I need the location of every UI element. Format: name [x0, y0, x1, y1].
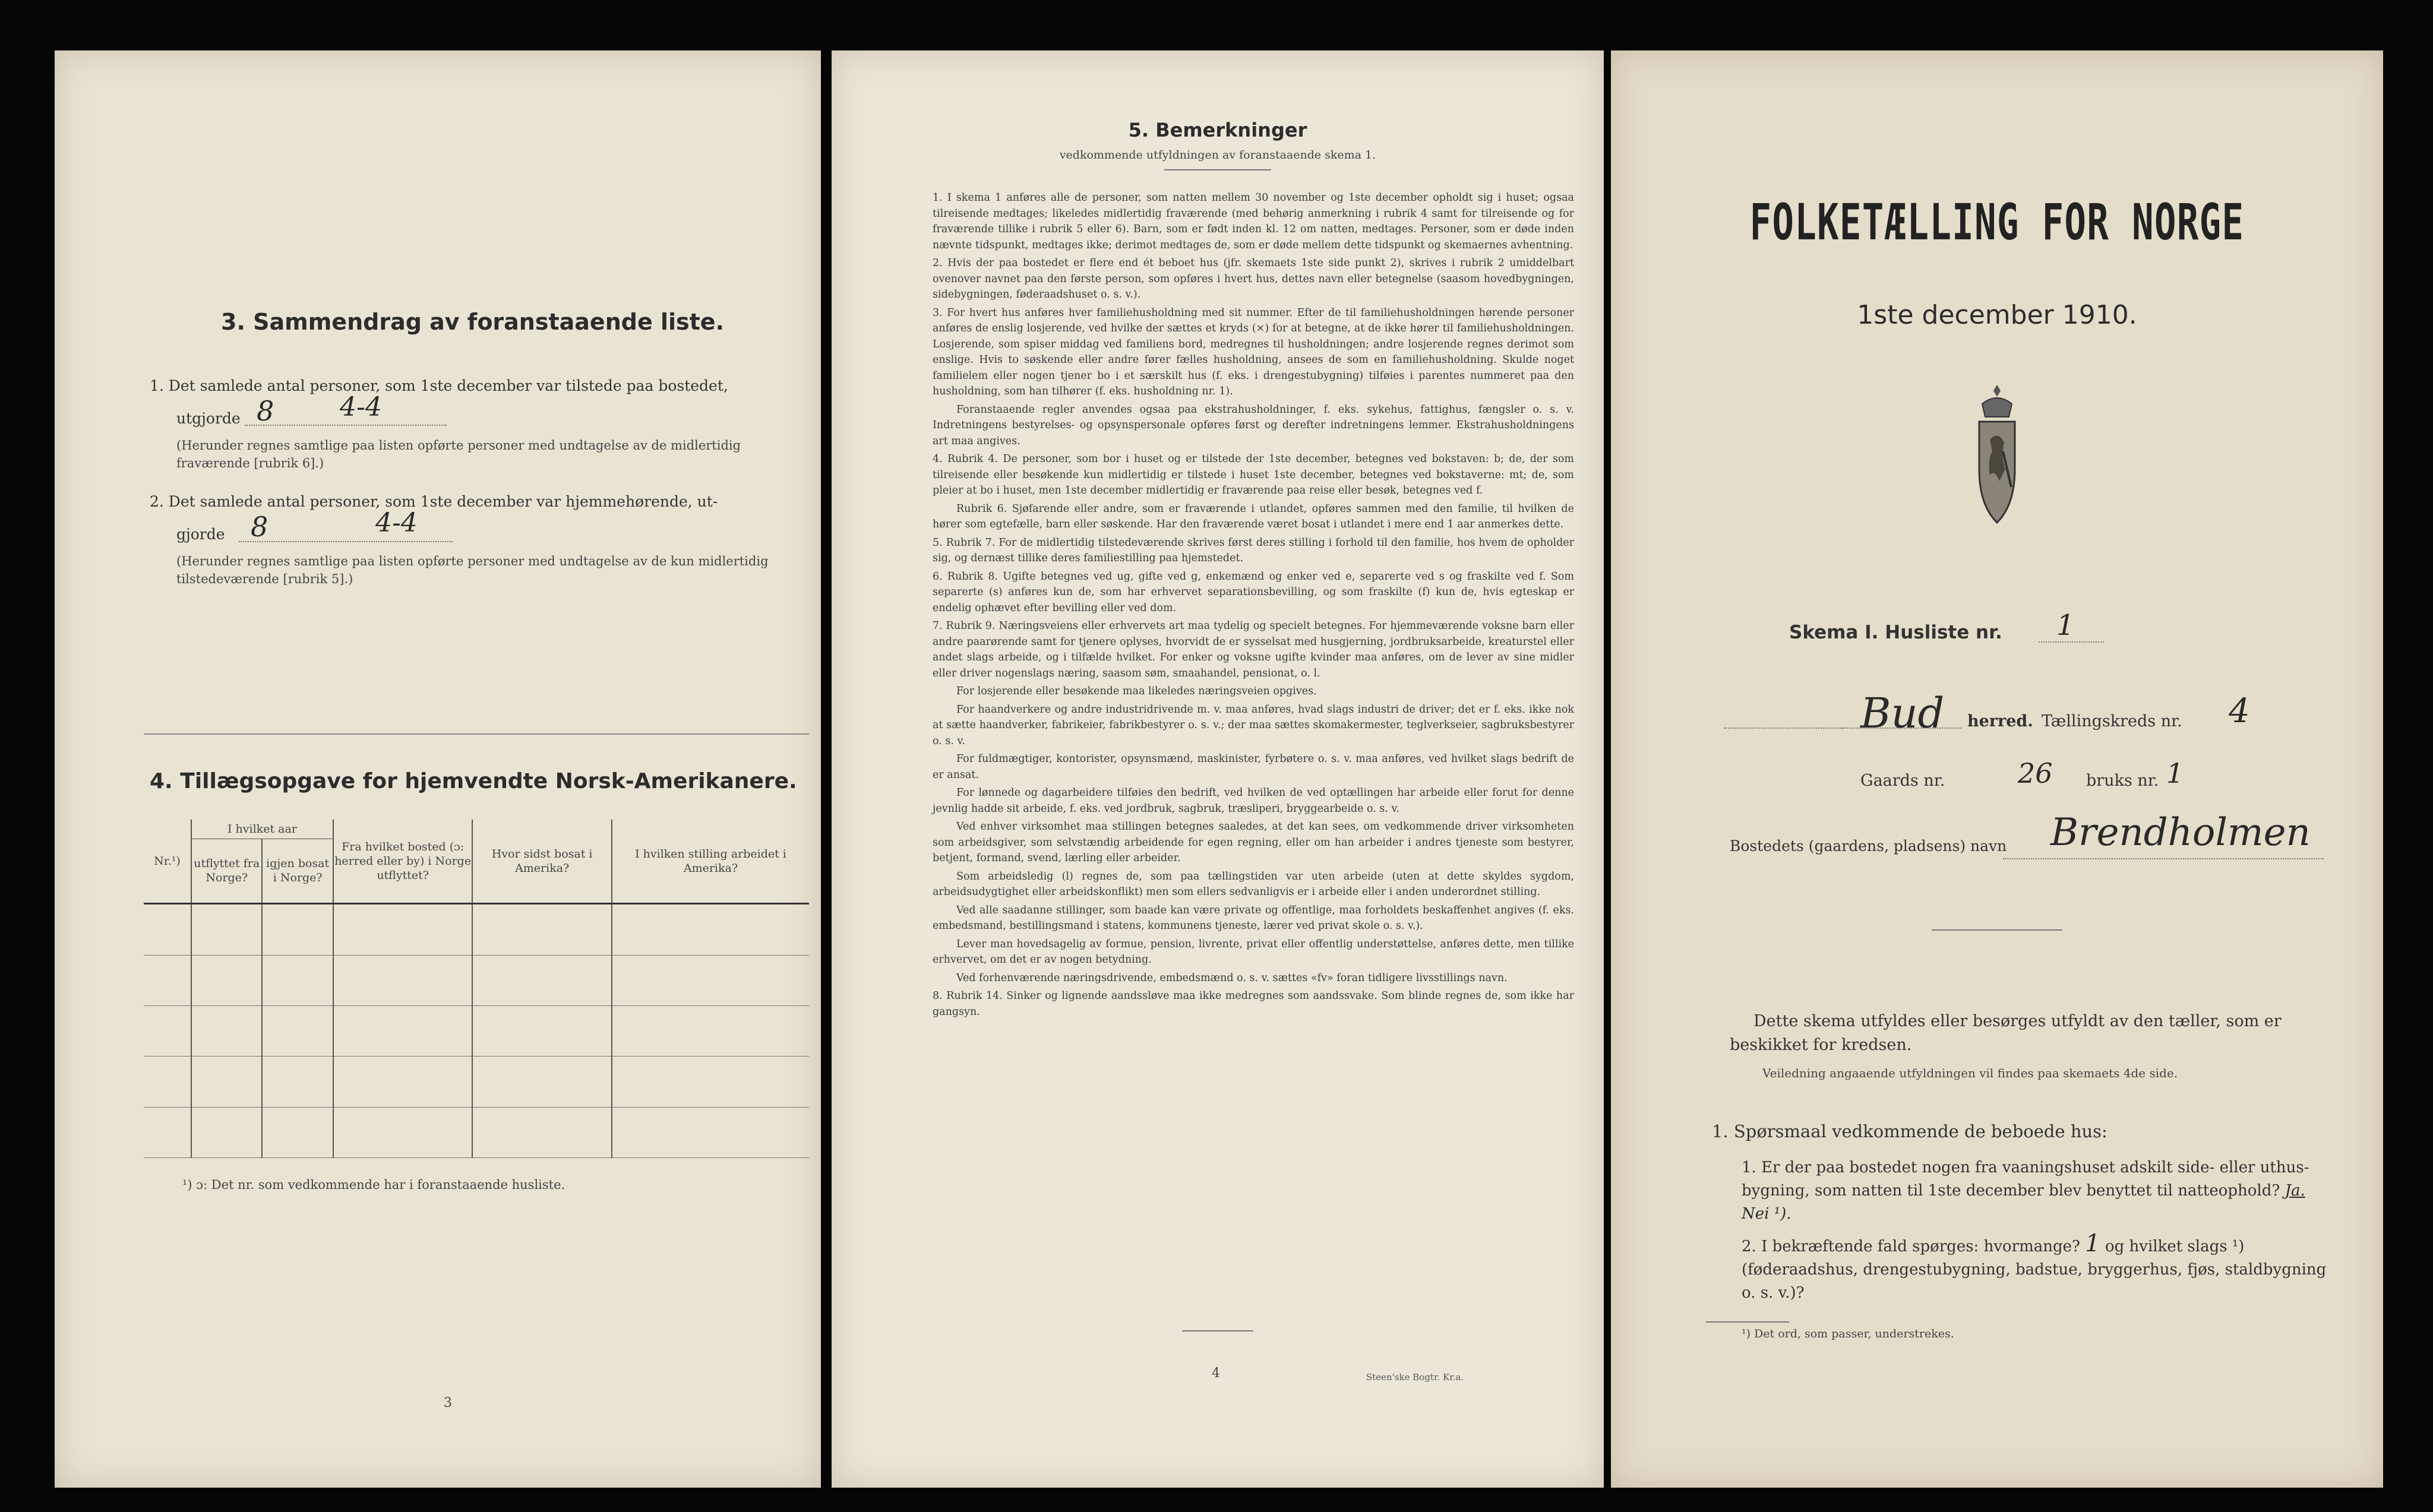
remark-8: 8. Rubrik 14. Sinker og lignende aandssløve maa ikke medregnes som aandssvake. Som blinde regnes de, som ikke har gangsyn.	[933, 990, 1574, 1018]
remark-7d: For fuldmægtiger, kontorister, opsynsmænd, maskinister, fyrbøtere o. s. v. maa anføres, ved hvilket slags bedrift de er ansat.	[933, 753, 1574, 781]
remark-7b: For losjerende eller besøkende maa likeledes næringsveien opgives.	[956, 685, 1317, 697]
gaards-value: 26	[2018, 757, 2053, 789]
col-from: Fra hvilket bosted (ɔ: herred eller by) i Norge utflyttet?	[333, 820, 473, 904]
kreds-value: 4	[2229, 692, 2250, 730]
remark-7f: Ved enhver virksomhet maa stillingen betegnes saaledes, at det kan sees, om vedkommende driver virksomheten som arbeidsgiver, som selvstændig arbeidende for egen regning, eller om han arbeider i andres tjeneste som bestyrer, betjent, formand, svend, lærling eller arbeider.	[933, 821, 1574, 864]
remarks-body	[933, 190, 1574, 1022]
remark-7g: Som arbeidsledig (l) regnes de, som paa tællingstiden var uten arbeide (uten at dette skyldes sygdom, arbeidsudygtighet eller arbeidskonflikt) men som ellers sedvanligvis er i arbeide eller i anden underordnet stilling.	[933, 870, 1574, 898]
table-row	[144, 904, 809, 955]
page-1-footnote: ¹) Det ord, som passer, understrekes.	[1742, 1327, 1954, 1340]
remark-3: 3. For hvert hus anføres hver familiehusholdning med sit nummer. Efter de til familiehusholdningen hørende personer anføres de enslig losjerende, ved hvilke der sættes et kryds (×) for at betegne, at de ikke hører til familiehusholdningen. Losjerende, som spiser middag ved familiens bord, medregnes til husholdningen; andre losjerende regnes derimot som enslige. Hvis to søskende eller andre fører fælles husholdning, ansees de som en familiehusholdning. Skulde noget familielem eller nogen tjener bo i et særskilt hus (f. eks. i drengestubygning) tilføies i parentes nummeret paa den husholdning, som han tilhører (f. eks. husholdning nr. 1).	[933, 306, 1574, 397]
remark-2: 2. Hvis der paa bostedet er flere end ét beboet hus (jfr. skemaets 1ste side punkt 2), skrives i rubrik 2 umiddelbart ovenover navnet paa den første person, som opføres i hvert hus, dettes navn eller betegnelse (saasom hovedbygningen, sidebygningen, føderaadshuset o. s. v.).	[933, 257, 1574, 300]
remark-4b: Rubrik 6. Sjøfarende eller andre, som er fraværende i utlandet, opføres sammen med den familie, til hvilken de hører som egtefælle, barn eller søskende. Har den fraværende været bosat i utlandet i mere end 1 aar anmerkes dette.	[933, 502, 1574, 530]
answer-nei: Nei ¹).	[1742, 1205, 1791, 1223]
table-row	[144, 1056, 809, 1107]
page-3-footnote: ¹) ɔ: Det nr. som vedkommende har i foranstaaende husliste.	[182, 1178, 565, 1192]
answer-count: 1	[2085, 1230, 2100, 1257]
remark-7: 7. Rubrik 9. Næringsveiens eller erhvervets art maa tydelig og specielt betegnes. For hjemmeværende voksne barn eller andre paarørende samt for tjenere oplyses, hvorvidt de er sysselsat med husgjerning, jordbruksarbeide, kreaturstel eller andet slags arbeide, og i tilfælde hvilket. For enker og voksne ugifte kvinder maa anføres, om de lever av sine midler eller driver nogenslags næring, saasom søm, smaahandel, pensionat, o. l.	[933, 620, 1574, 679]
item-1-line	[245, 425, 447, 426]
husliste-nr: 1	[2056, 609, 2075, 642]
item-1-prefix: utgjorde	[176, 410, 241, 427]
kreds-label: Tællingskreds nr.	[2042, 712, 2182, 730]
table-row	[144, 1107, 809, 1157]
item-2-line	[239, 541, 453, 542]
item-1-text: 1. Det samlede antal personer, som 1ste december var tilstede paa bostedet,	[150, 377, 728, 394]
col-last: Hvor sidst bosat i Amerika?	[472, 820, 612, 904]
table-row	[144, 1005, 809, 1056]
form-date: 1ste december 1910.	[1857, 300, 2137, 330]
divider	[144, 733, 809, 735]
remark-1: 1. I skema 1 anføres alle de personer, som natten mellem 30 november og 1ste december opholdt sig i huset; ogsaa tilreisende medtages; likeledes midlertidig fraværende (med behørig anmerkning i rubrik 4 samt for tilreisende og for fraværende tillike i rubrik 5 eller 6). Barn, som er født inden kl. 12 om natten, medtages. Personer, som er døde inden nævnte tidspunkt, medtages ikke; derimot medtages de, som er døde mellem dette tidspunkt og skemaernes avhentning.	[933, 192, 1574, 251]
remark-7j: Ved forhenværende næringsdrivende, embedsmænd o. s. v. sættes «fv» foran tidligere livsstillings navn.	[956, 972, 1508, 984]
item-1-split: 4-4	[340, 392, 382, 422]
coat-of-arms-icon	[1961, 380, 2033, 529]
col-nr: Nr.¹)	[144, 820, 191, 904]
bottom-rule	[1182, 1330, 1253, 1331]
item-2-note: (Herunder regnes samtlige paa listen opførte personer med undtagelse av de kun midlertidig tilstedeværende [rubrik 5].)	[176, 554, 769, 586]
title-rule	[1164, 169, 1271, 170]
remark-3b: Foranstaaende regler anvendes ogsaa paa ekstrahusholdninger, f. eks. sykehus, fattighus, fængsler o. s. v. Indretningens bestyrelses- og opsynspersonale opføres først og derefter indretningens lemmer. Ekstrahusholdningens art maa angives.	[933, 403, 1574, 447]
section-4-title: 4. Tillægsopgave for hjemvendte Norsk-Amerikanere.	[150, 769, 797, 793]
remark-7h: Ved alle saadanne stillinger, som baade kan være private og offentlige, maa forholdets beskaffenhet angives (f. eks. embedsmand, bestillingsmand i statens, kommunens tjeneste, lærer ved privat skole o. s. v.).	[933, 904, 1574, 932]
remark-7c: For haandverkere og andre industridrivende m. v. maa anføres, hvad slags industri de driver; det er f. eks. ikke nok at sætte haandverker, fabrikeier, fabrikbestyrer o. s. v.; der maa sættes skomakermester, teglverkseier, sagbruksbestyrer o. s. v.	[933, 703, 1574, 747]
instruction: Dette skema utfyldes eller besørges utfyldt av den tæller, som er beskikket for kredsen.	[1730, 1012, 2282, 1054]
form-title: FOLKETÆLLING FOR NORGE	[1749, 193, 2245, 251]
page-number: 4	[1212, 1366, 1220, 1381]
col-position: I hvilken stilling arbeidet i Amerika?	[612, 820, 809, 904]
section-3-title: 3. Sammendrag av foranstaaende liste.	[221, 309, 725, 335]
remarks-subtitle: vedkommende utfyldningen av foranstaaende skema 1.	[1059, 148, 1376, 162]
remark-6: 6. Rubrik 8. Ugifte betegnes ved ug, gifte ved g, enkemænd og enker ved e, separerte ved s og fraskilte ved f. Som separerte (s) anføres kun de, som har erhvervet separationsbevilling, og som fraskilte (f) kun de, hvis egteskap er endelig ophævet efter bevilling eller ved dom.	[933, 570, 1574, 614]
question-1: 1. Er der paa bostedet nogen fra vaaningshuset adskilt side- eller uthus-bygning, som natten til 1ste december blev benyttet til natteophold? Ja. Nei ¹).	[1742, 1159, 2309, 1223]
gaards-label: Gaards nr.	[1860, 771, 1945, 790]
item-2-prefix: gjorde	[176, 526, 225, 543]
instruction-note: Veiledning angaaende utfyldningen vil findes paa skemaets 4de side.	[1762, 1066, 2178, 1080]
bruks-value: 1	[2166, 757, 2184, 789]
col-returned: igjen bosat i Norge?	[262, 839, 333, 904]
bosted-value: Brendholmen	[2050, 811, 2311, 855]
herred-label: herred.	[1967, 712, 2033, 730]
bruks-label: bruks nr.	[2086, 771, 2159, 790]
remarks-title: 5. Bemerkninger	[1128, 119, 1307, 141]
col-emigrated: utflyttet fra Norge?	[191, 839, 262, 904]
remark-5: 5. Rubrik 7. For de midlertidig tilstedeværende skrives først deres stilling i forhold til den familie, hos hvem de opholder sig, og dernæst tillike deres familiestilling paa hjemstedet.	[933, 536, 1574, 564]
item-2-value: 8	[251, 511, 268, 543]
item-1-note: (Herunder regnes samtlige paa listen opførte personer med undtagelse av de midlertidig fraværende [rubrik 6].)	[176, 438, 741, 470]
page-1-cover	[1611, 50, 2383, 1488]
item-2-split: 4-4	[375, 508, 418, 538]
page-3	[55, 50, 821, 1488]
questions-heading: 1. Spørsmaal vedkommende de beboede hus:	[1712, 1121, 2107, 1141]
page-number: 3	[444, 1396, 452, 1410]
bosted-label: Bostedets (gaardens, pladsens) navn	[1730, 837, 2007, 855]
remark-7e: For lønnede og dagarbeidere tilføies den bedrift, ved hvilken de ved optællingen har arbeide eller forut for denne jevnlig hadde sit arbeide, f. eks. ved jordbruk, sagbruk, træsliperi, bryggearbeide o. s. v.	[933, 787, 1574, 815]
item-1-value: 8	[257, 395, 274, 427]
printer-mark: Steen'ske Bogtr. Kr.a.	[1366, 1372, 1464, 1383]
table-row	[144, 955, 809, 1005]
answer-ja: Ja.	[2285, 1182, 2305, 1200]
item-2-text: 2. Det samlede antal personer, som 1ste december var hjemmehørende, ut-	[150, 493, 718, 510]
question-2: 2. I bekræftende fald spørges: hvormange? 1 og hvilket slags ¹) (føderaadshus, drengestubygning, badstue, bryggerhus, fjøs, staldbygning o. s. v.)?	[1742, 1230, 2327, 1302]
ornament-rule	[1932, 929, 2062, 931]
remark-4: 4. Rubrik 4. De personer, som bor i huset og er tilstede der 1ste december, betegnes ved bokstaven: b; de, der som tilreisende eller besøkende kun midlertidig er tilstede i huset 1ste december, betegnes ved bokstaverne: mt; de, som pleier at bo i huset, men 1ste december midlertidig er fraværende paa reise eller besøk, betegnes ved f.	[933, 453, 1574, 496]
schema-label: Skema I. Husliste nr.	[1789, 622, 2002, 643]
herred-value: Bud	[1860, 689, 1945, 738]
page-4	[832, 50, 1604, 1488]
remark-7i: Lever man hovedsagelig av formue, pension, livrente, privat eller offentlig understøttelse, anføres dette, men tillike erhvervet, om det er av nogen betydning.	[933, 938, 1574, 966]
norsk-amerikanere-table	[144, 820, 809, 1158]
group-year: I hvilket aar	[191, 820, 333, 839]
